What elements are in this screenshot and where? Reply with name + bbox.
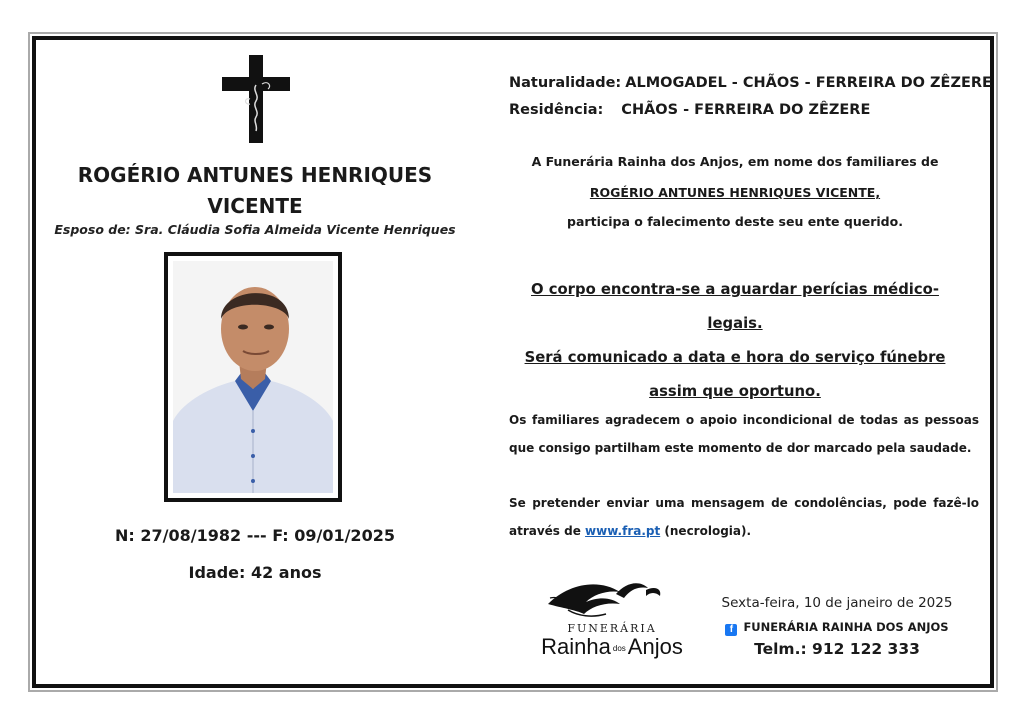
naturalidade-value: ALMOGADEL - CHÃOS - FERREIRA DO ZÊZERE	[625, 75, 992, 91]
announcement-line-2: ROGÉRIO ANTUNES HENRIQUES VICENTE,	[589, 185, 881, 200]
residencia-value: CHÃOS - FERREIRA DO ZÊZERE	[621, 102, 871, 118]
logo-label: FUNERÁRIA	[567, 622, 657, 635]
condolences-text-before: Se pretender enviar uma mensagem de condolências, pode fazê-lo através de	[509, 496, 979, 538]
age: Idade: 42 anos	[188, 563, 322, 582]
condolences-paragraph	[509, 489, 979, 545]
phone-number: Telm.: 912 122 333	[754, 640, 920, 658]
deceased-name: ROGÉRIO ANTUNES HENRIQUES VICENTE	[77, 163, 433, 218]
publication-date: Sexta-feira, 10 de janeiro de 2025	[721, 595, 953, 611]
spouse-line: Esposo de: Sra. Cláudia Sofia Almeida Vicente Henriques	[54, 222, 456, 237]
logo-wordmark: Rainha dosAnjos	[541, 634, 683, 659]
necrology-link[interactable]: www.fra.pt	[585, 524, 661, 538]
notice-line-1: O corpo encontra-se a aguardar perícias médico-legais.	[531, 281, 939, 332]
cross-icon	[222, 55, 290, 143]
forensic-notice	[505, 273, 965, 409]
funeral-home-logo	[528, 574, 696, 664]
announcement-line-1: A Funerária Rainha dos Anjos, em nome dos familiares de	[531, 154, 939, 169]
naturalidade-field	[509, 75, 992, 91]
birth-death-dates: N: 27/08/1982 --- F: 09/01/2025	[115, 526, 395, 545]
residencia-label: Residência:	[509, 102, 604, 118]
thanks-paragraph: Os familiares agradecem o apoio incondicional de todas as pessoas que consigo partilham este momento de dor marcado pela saudade.	[509, 413, 979, 455]
facebook-icon: f	[725, 624, 737, 636]
photo-frame	[164, 252, 342, 502]
announcement-line-3: participa o falecimento deste seu ente querido.	[567, 214, 903, 229]
notice-line-3: assim que oportuno.	[649, 383, 821, 400]
residencia-field	[509, 102, 870, 118]
bird-logo-icon	[528, 574, 696, 622]
facebook-page[interactable]	[712, 620, 962, 636]
portrait-photo	[173, 261, 333, 493]
condolences-text-after: (necrologia).	[660, 524, 752, 538]
naturalidade-label: Naturalidade:	[509, 75, 622, 91]
notice-line-2: Será comunicado a data e hora do serviço fúnebre	[524, 349, 946, 366]
facebook-page-name: FUNERÁRIA RAINHA DOS ANJOS	[743, 620, 949, 634]
